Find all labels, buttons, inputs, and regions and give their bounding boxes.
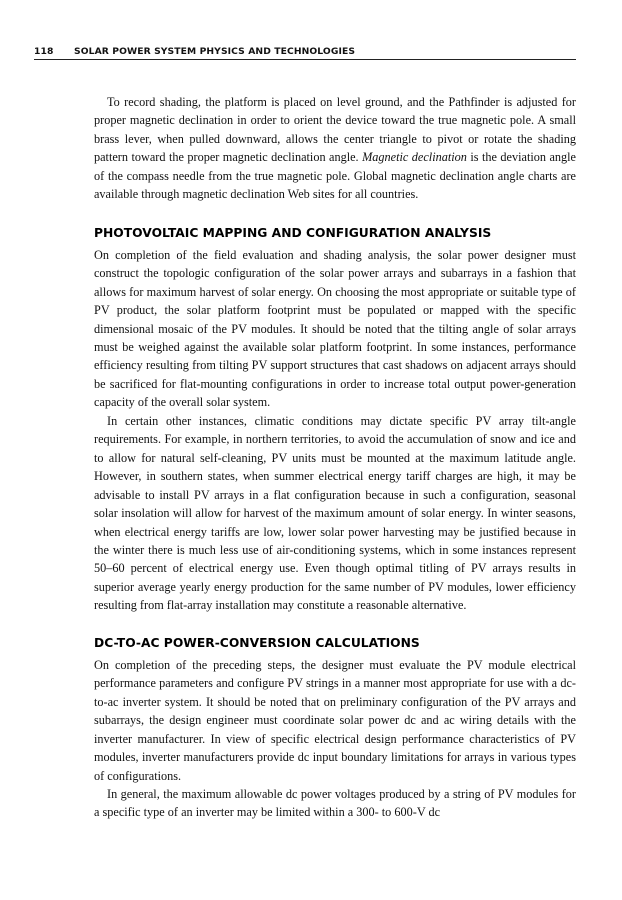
italic-term: Magnetic declination (362, 150, 467, 165)
running-title: SOLAR POWER SYSTEM PHYSICS AND TECHNOLOGIES (74, 46, 356, 57)
dcac-paragraph-1: On completion of the preceding steps, the designer must evaluate the PV module electrical performance parameters and configure PV strings in a manner most appropriate for use with a dc-to-ac inverter system. It should be noted that on preliminary configuration of the PV arrays and subarrays, the design engineer must coordinate solar power dc and ac wiring details with the inverter manufacturer. In view of specific electrical design performance characteristics of PV modules, inverter manufacturers provide dc input boundary limitations for arrays in various types of configurations. (94, 657, 576, 783)
dcac-paragraph-2: In general, the maximum allowable dc power voltages produced by a string of PV modules for a specific type of an inverter may be limited within a 300- to 600-V dc (94, 786, 576, 820)
page-number: 118 (34, 46, 54, 57)
header-rule (34, 59, 576, 60)
body-text (94, 93, 576, 822)
intro-paragraph (94, 93, 576, 204)
section-heading-pv-mapping: PHOTOVOLTAIC MAPPING AND CONFIGURATION ANALYSIS (94, 225, 492, 240)
intro-text-end: is the deviation angle of the compass needle from the true magnetic pole. Global magnetic declination angle charts are available through magnetic declination Web sites for all countries. (94, 150, 576, 202)
pv-paragraph-1: On completion of the field evaluation and shading analysis, the solar power designer must construct the topologic configuration of the solar power arrays and subarrays in a fashion that allows for maximum harvest of solar energy. On choosing the most appropriate or suitable type of PV product, the solar platform footprint must be populated or mapped with the specific dimensional mosaic of the PV modules. It should be noted that the tilting angle of solar arrays must be weighed against the available solar platform footprint. In some instances, performance efficiency resulting from tilting PV support structures that cast shadows on adjacent arrays should be sacrificed for flat-mounting configurations in order to increase total output power-generation capacity of the overall solar system. (94, 247, 576, 410)
section-heading-dc-ac: DC-TO-AC POWER-CONVERSION CALCULATIONS (94, 635, 420, 650)
pv-paragraph-2: In certain other instances, climatic conditions may dictate specific PV array tilt-angle requirements. For example, in northern territories, to avoid the accumulation of snow and ice and to allow for natural self-cleaning, PV units must be mounted at the maximum latitude angle. However, in southern states, when summer electrical energy tariff charges are high, it may be advisable to install PV arrays in a flat configuration because in such a configuration, seasonal solar insolation will allow for harvest of the maximum amount of solar energy. In winter seasons, when electrical energy tariffs are low, lower solar power harvesting may be justified because in the winter there is much less use of air-conditioning systems, which in some instances represent 50–60 percent of electrical energy use. Even though optimal titling of PV arrays results in superior average yearly energy production for the same number of PV modules, lower efficiency resulting from flat-array installation may constitute a reasonable alternative. (94, 413, 576, 613)
running-header (34, 46, 576, 57)
intro-text-start: To record shading, the platform is placed on level ground, and the Pathfinder is adjusted for proper magnetic declination in order to orient the device toward the true magnetic pole. A small brass lever, when pulled downward, allows the center triangle to pivot or rotate the shading pattern toward the proper magnetic declination angle. (94, 95, 576, 165)
